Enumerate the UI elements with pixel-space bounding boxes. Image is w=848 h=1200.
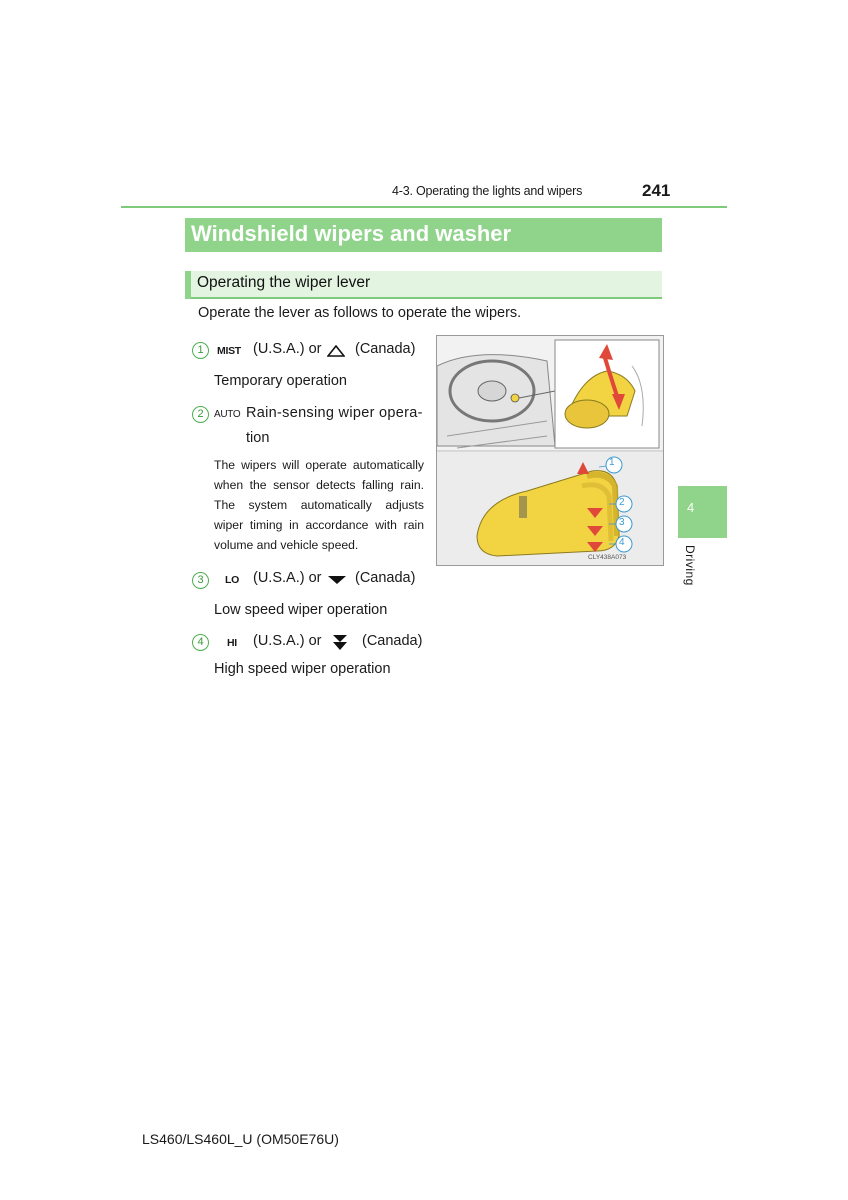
- footer-model: LS460/LS460L_U (OM50E76U): [142, 1131, 339, 1147]
- item-description: Low speed wiper operation: [214, 602, 388, 618]
- header-rule: [121, 206, 727, 208]
- section-subtitle: Operating the wiper lever: [197, 274, 371, 291]
- triangle-down-filled-icon: [327, 575, 347, 585]
- item-number: 2: [192, 406, 209, 423]
- us-text: (U.S.A.) or: [253, 341, 322, 357]
- wiper-lever-figure: [436, 335, 664, 566]
- running-header-section: 4-3. Operating the lights and wipers: [392, 184, 583, 198]
- page-number: 241: [642, 181, 671, 200]
- triangle-outline-icon: [327, 345, 345, 357]
- item-number: 1: [192, 342, 209, 359]
- item-title-continued: tion: [246, 430, 270, 446]
- item-description: High speed wiper operation: [214, 661, 391, 677]
- item-title: Rain-sensing wiper opera-: [246, 405, 423, 421]
- page-title: Windshield wipers and washer: [191, 221, 512, 246]
- us-text: (U.S.A.) or: [253, 633, 322, 649]
- item-number: 4: [192, 634, 209, 651]
- intro-text: Operate the lever as follows to operate the wipers.: [198, 305, 522, 321]
- canada-text: (Canada): [355, 341, 416, 357]
- mist-symbol: MIST: [217, 345, 241, 357]
- us-text: (U.S.A.) or: [253, 570, 322, 586]
- chapter-number: 4: [687, 500, 695, 515]
- item-number: 3: [192, 572, 209, 589]
- chapter-label: Driving: [683, 545, 697, 586]
- figure-code: CLY438A073: [588, 554, 627, 561]
- canada-text: (Canada): [355, 570, 416, 586]
- chapter-tab: [678, 486, 727, 538]
- item-note: The wipers will operate automatically when the sensor detects falling rain. The system automatically adjusts wiper timing in accordance with rain volume and vehicle speed.: [214, 458, 424, 552]
- lo-symbol: LO: [225, 574, 239, 586]
- hi-symbol: HI: [227, 637, 237, 649]
- double-triangle-down-icon: [332, 634, 348, 651]
- figure-callout: 2: [619, 497, 625, 508]
- subtitle-marker: [185, 271, 191, 299]
- figure-callout: 1: [609, 457, 615, 468]
- wiper-lever-illustration: [437, 336, 663, 565]
- item-description: Temporary operation: [214, 373, 347, 389]
- auto-symbol: AUTO: [214, 409, 241, 420]
- figure-callout: 4: [619, 537, 625, 548]
- figure-callout: 3: [619, 517, 625, 528]
- canada-text: (Canada): [362, 633, 423, 649]
